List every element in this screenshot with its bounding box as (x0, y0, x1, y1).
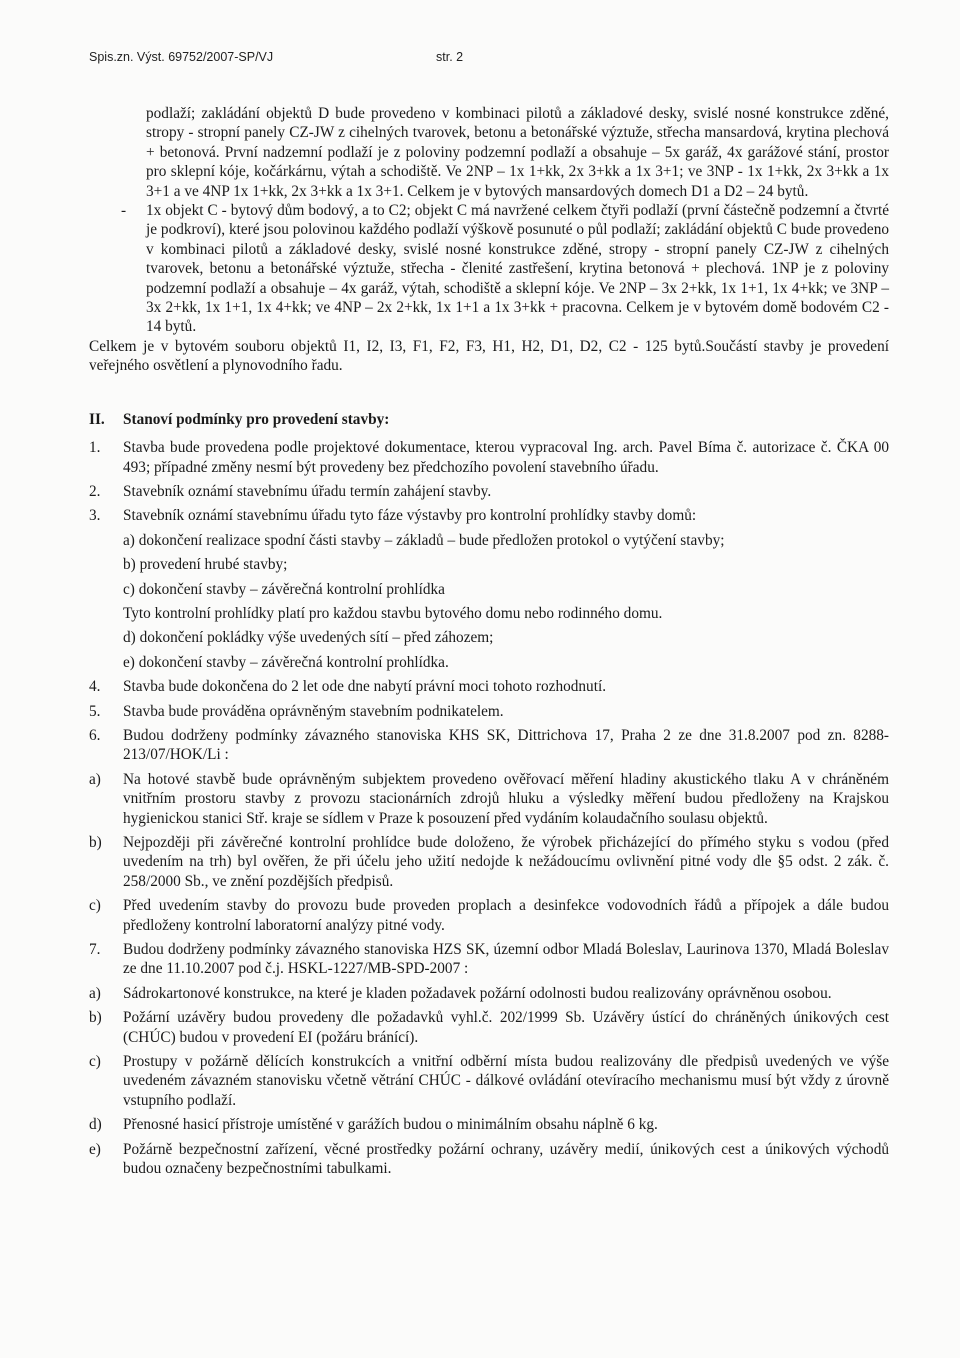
sub-text: Sádrokartonové konstrukce, na které je kladen požadavek požární odolnosti budou realizovány oprávněnou osobou. (123, 984, 832, 1002)
sub-marker: b) (89, 834, 102, 851)
section-title: Stanoví podmínky pro provedení stavby: (123, 410, 390, 428)
sub-marker: a) (89, 984, 101, 1002)
paragraph-summary: Celkem je v bytovém souboru objektů I1, I2, I3, F1, F2, F3, H1, H2, D1, D2, C2 - 125 bytů.Součástí stavby je provedení veřejného osvětlení a plynovodního řadu. (89, 337, 889, 375)
item-number: 6. (89, 726, 101, 744)
document-reference: Spis.zn. Výst. 69752/2007-SP/VJ (89, 50, 274, 64)
hzs-condition (89, 1115, 889, 1134)
item3-sublist (89, 531, 889, 672)
khs-condition (89, 896, 889, 935)
sub-marker: c) (89, 897, 101, 915)
hzs-condition (89, 1140, 889, 1179)
item-text: Budou dodrženy podmínky závazného stanoviska KHS SK, Dittrichova 17, Praha 2 ze dne 31.8.2007 pod zn. 8288-213/07/HOK/Li : (123, 726, 889, 764)
sub-marker: a) (89, 770, 101, 788)
condition-item (89, 438, 889, 477)
sub-text: Požárně bezpečnostní zařízení, věcné prostředky požární ochrany, uzávěry medií, únikových cest a únikových východů budou označeny bezpečnostními tabulkami. (123, 1140, 889, 1178)
sub-marker: c) (89, 1053, 101, 1071)
sub-marker: d) (89, 1116, 102, 1134)
sub-text: Před uvedením stavby do provozu bude proveden proplach a desinfekce vodovodních řádů a přípojek a dále budou předloženy kontrolní laboratorní analýzy pitné vody. (123, 897, 889, 934)
dash-marker: - (121, 202, 127, 220)
section-heading (89, 410, 889, 429)
item-text: Stavebník oznámí stavebnímu úřadu termín zahájení stavby. (123, 482, 492, 500)
item-text: Stavba bude prováděna oprávněným stavebním podnikatelem. (123, 702, 504, 720)
item-number: 4. (89, 678, 101, 696)
sub-text: Přenosné hasicí přístroje umístěné v garážích budou o minimálním obsahu náplně 6 kg. (123, 1116, 658, 1134)
item-number: 1. (89, 439, 101, 457)
khs-condition (89, 770, 889, 828)
sublist-item: e) dokončení stavby – závěrečná kontrolní prohlídka. (123, 653, 449, 671)
sub-text: Nejpozději při závěrečné kontrolní prohlídce bude doloženo, že výrobek přicházející do přímého styku s vodou (před uvedením na trh) byl ověřen, že při účelu jeho užití nedojde k nežádoucímu ovlivnění pitné vody dle §5 odst. 2 zák. č. 258/2000 Sb., ve znění pozdějších předpisů. (123, 834, 889, 890)
item-text: Stavebník oznámí stavebnímu úřadu tyto fáze výstavby pro kontrolní prohlídky stavby domů: (123, 507, 697, 525)
paragraph-objekt-c-text: 1x objekt C - bytový dům bodový, a to C2; objekt C má navržené celkem čtyři podlaží (první částečně podzemní a čtvrté je podkroví), které jsou polovinou každého podlaží výškově posunuté o půl podlaží; zakládání objektů C bude provedeno v kombinaci pilotů a základové desky, svislé nosné konstrukce zděné, stropy - stropní panely CZ-JW z cihelných tvarovek, betonu a betonářské výztuže, střecha - členité zastřešení, krytina betonová + plechová. 1NP je z poloviny podzemní podlaží a obsahuje – 4x garáž, výtah, schodiště a sklepní kóje. Ve 2NP – 3x 2+kk, 1x 1+1, 1x 4+kk; ve 3NP – 3x 2+kk, 1x 1+1, 1x 4+kk; ve 4NP – 2x 2+kk, 1x 1+1 a 1x 3+kk + pracovna. Celkem je v bytovém domě bodovém C2 - 14 bytů. (146, 202, 889, 336)
sub-marker: b) (89, 1009, 102, 1027)
item-text: Budou dodrženy podmínky závazného stanoviska HZS SK, územní odbor Mladá Boleslav, Laurinova 1370, Mladá Boleslav ze dne 11.10.2007 pod č.j. HSKL-1227/MB-SPD-2007 : (123, 941, 889, 978)
item-number: 3. (89, 507, 101, 525)
document-body (89, 104, 889, 1179)
sublist-item: b) provedení hrubé stavby; (123, 556, 288, 574)
sub-text: Požární uzávěry budou provedeny dle požadavků vyhl.č. 202/1999 Sb. Uzávěry ústící do chráněných únikových cest (CHÚC) budou v provedení EI (požáru bránící). (123, 1009, 889, 1046)
condition-item (89, 726, 889, 765)
sub-marker: e) (89, 1140, 101, 1158)
hzs-condition (89, 1052, 889, 1110)
condition-item (89, 506, 889, 525)
condition-item (89, 702, 889, 721)
condition-item (89, 677, 889, 696)
paragraph-objekt-d: podlaží; zakládání objektů D bude provedeno v kombinaci pilotů a základové desky, svislé nosné konstrukce zděné, stropy - stropní panely CZ-JW z cihelných tvarovek, betonu a betonářské výztuže, střecha mansardová, krytina plechová + betonová. První nadzemní podlaží je z poloviny podzemní podlaží a obsahuje – 5x garáž, 4x garážové stání, prostor pro sklepní kóje, kočárkárnu, výtah a schodiště. Ve 2NP – 1x 1+kk, 2x 3+kk a 1x 3+1; ve 3NP - 1x 1+kk, 2x 3+kk a 1x 3+1 a ve 4NP 1x 1+kk, 2x 3+kk a 1x 3+1. Celkem je v bytových mansardových domech D1 a D2 – 24 bytů. (146, 105, 889, 200)
item-number: 5. (89, 702, 101, 720)
hzs-condition (89, 1008, 889, 1047)
sublist-item: a) dokončení realizace spodní části stavby – základů – bude předložen protokol o vytýčení stavby; (123, 531, 725, 549)
hzs-condition (89, 984, 889, 1003)
page-number: str. 2 (436, 50, 464, 64)
condition-item (89, 482, 889, 501)
khs-condition (89, 833, 889, 891)
sub-text: Na hotové stavbě bude oprávněným subjektem provedeno ověřovací měření hladiny akustického tlaku A v chráněném vnitřním prostoru stavby z provozu stacionárních zdrojů hluku a výsledky měření budou předloženy na Krajskou hygienickou stanici Stř. kraje se sídlem v Praze k posouzení před vydáním kolaudačního soulasu objektů. (123, 770, 889, 827)
sublist-item: d) dokončení pokládky výše uvedených sítí – před záhozem; (123, 629, 494, 647)
sub-text: Prostupy v požárně dělících konstrukcích a vnitřní odběrní místa budou realizovány dle předpisů uvedených ve výše uvedeném závazném stanovisku včetně větrání CHÚC - dálkové ovládání otevíracího mechanismu musí být vždy z úrovně vstupního podlaží. (123, 1053, 889, 1109)
item-text: Stavba bude dokončena do 2 let ode dne nabytí právní moci tohoto rozhodnutí. (123, 678, 607, 696)
paragraph-objekt-c (89, 201, 889, 337)
item-text: Stavba bude provedena podle projektové dokumentace, kterou vypracoval Ing. arch. Pavel Bíma č. autorizace č. ČKA 00 493; případné změny nesmí být provedeny bez předchozího povolení stavebního úřadu. (123, 439, 889, 476)
sublist-item: c) dokončení stavby – závěrečná kontrolní prohlídka (123, 580, 445, 598)
condition-item (89, 940, 889, 979)
sublist-note: Tyto kontrolní prohlídky platí pro každou stavbu bytového domu nebo rodinného domu. (123, 604, 663, 622)
item-number: 7. (89, 941, 101, 959)
section-number: II. (89, 410, 105, 428)
item-number: 2. (89, 482, 101, 500)
